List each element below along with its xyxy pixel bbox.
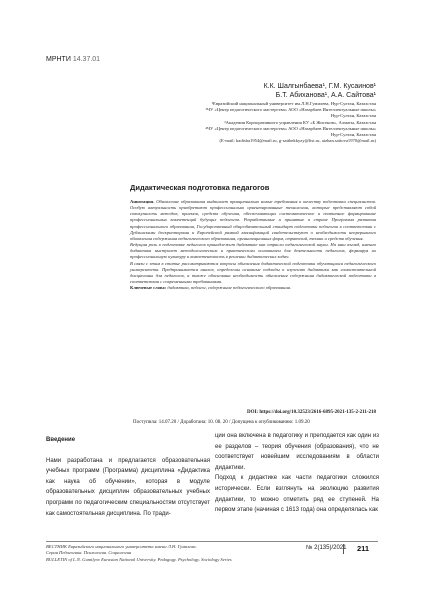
affiliation-line: ⁴ЧУ «Центр педагогического мастерства» АОО «Назарбаев Интеллектуальные школы» — [205, 125, 376, 131]
page-number: 211 — [357, 544, 370, 553]
body-column-left — [46, 431, 210, 519]
intro-paragraph-1: Нами разработана и предлагается образовательная учебных программ (Программа) дисциплина «Дидактика как наука об обучении», которая в модуле образовательных дисциплин образовательных учебных программ по педагогическим специальностям отсутствует как самостоятельная дисциплина. По тради- — [46, 457, 210, 517]
keywords-text: дидактика, педагог, содержание педагогического образования. — [167, 285, 292, 291]
footer-separator — [343, 544, 344, 554]
affiliation-line: Нур-Султан, Казахстан — [330, 113, 376, 119]
affiliation-line: Нур-Султан, Казахстан — [330, 132, 376, 138]
email-line: (E-mail: kadisha1954@mail.ru, g-saitbekkyzy@list.ru, aizhan.saitova1970@mail.ru) — [219, 138, 376, 144]
intro-paragraph-3: Подход к дидактике как части педагогики сложился исторически. Если взглянуть на эволюцию развития дидактики, то можно отметить ряд ее ступеней. На первом этапе (начиная с 1613 года) она определялась как — [215, 475, 379, 514]
authors-block — [264, 82, 376, 100]
authors-line-1: К.К. Шалгынбаева¹, Г.М. Кусаинов¹ — [263, 83, 376, 90]
journal-name-ru: ВЕСТНИК Евразийского национального университета имени Л.Н. Гумилева. — [46, 544, 197, 549]
mrnti-number: 14.37.01 — [72, 56, 101, 63]
abstract-body: Обновление образования выдвигает принципиально новые требования к качеству подготовки специалистов. Особую актуальность приобретают профессионально ориентированные технологии, которые представляют собой совокупность методов, приемов, средств обучения, обеспечивающих систематическое и поэтапное формирование профессиональных компетенций будущих педагогов. Разработанные и принятые в стране Программа развития профессионального образования, Государственный общеобязательный стандарт подготовки педагогов в соответствии с Дублинскими дескрипторами и Европейской рамкой квалификаций свидетельствуют о необходимости непрерывного обновления содержания педагогического образования, организационных форм, стратегий, техник и средств обучения. — [130, 199, 376, 241]
article-title: Дидактическая подготовка педагогов — [130, 183, 270, 192]
keywords-label: Ключевые слова: — [130, 285, 167, 291]
intro-paragraph-2: ции она включена в педагогику и преподается как один из ее разделов – теория обучения (образования), что не соответствует новейшим исследованиям в области дидактики. — [215, 433, 379, 471]
abstract-body-2: Ведущая роль в подготовке педагогов принадлежит дидактике как отрасли педагогической науки. На наш взгляд, именно дидактика выступает методологическим и практическим основанием для деятельности педагогов, формируя их профессиональную культуру и компетентность в решении дидактических задач. — [130, 242, 376, 260]
issue-number: № 2(135)/2021 — [306, 545, 347, 551]
affiliation-line: ¹Евразийский национальный университет им.Л.Н.Гумилева, Нур-Султан, Казахстан — [211, 101, 376, 106]
authors-line-2: Б.Т. Абиханова¹, А.А. Сайтова¹ — [275, 92, 376, 99]
journal-series-ru: Серия Педагогика. Психология. Социология — [46, 550, 132, 556]
mrnti-label: МРНТИ — [46, 56, 71, 63]
affiliation-line: ²ЧУ «Центр педагогического мастерства» АОО «Назарбаев Интеллектуальные школы» — [205, 107, 376, 113]
article-dates: Поступила: 14.07.20 / Доработана: 10. 08. 20 / Допущена к опубликованию: 1.09.20 — [133, 420, 310, 425]
affiliations-block — [76, 101, 376, 144]
footer-divider — [46, 541, 378, 542]
journal-footer — [46, 544, 232, 563]
mrnti-code — [46, 56, 100, 63]
doi-link[interactable]: DOI: https://doi.org/10.32523/2616-6895-2021-135-2-211-218 — [246, 410, 376, 415]
abstract-body-3: В связи с этим в статье рассматриваются вопросы обновления дидактической подготовки обучающихся педагогического университета. Предпринимается анализ, определены основные подходы к изучению дидактики как самостоятельной дисциплины для педагогов, а также обоснована необходимость обновления содержания дидактической подготовки в соответствии с современными требованиями. — [130, 260, 376, 285]
abstract-label: Аннотация. — [130, 199, 155, 204]
journal-name-en: BULLETIN of L.N. Gumilyov Eurasian National University. Pedagogy. Psychology. Sociology Series — [46, 556, 232, 562]
body-column-right — [215, 431, 379, 516]
abstract-block — [130, 199, 376, 291]
section-heading-intro: Введение — [46, 437, 76, 443]
affiliation-line: ³Академия Корпоративного управления КУ «Б Жисенов», Алматы, Казахстан — [224, 119, 376, 125]
